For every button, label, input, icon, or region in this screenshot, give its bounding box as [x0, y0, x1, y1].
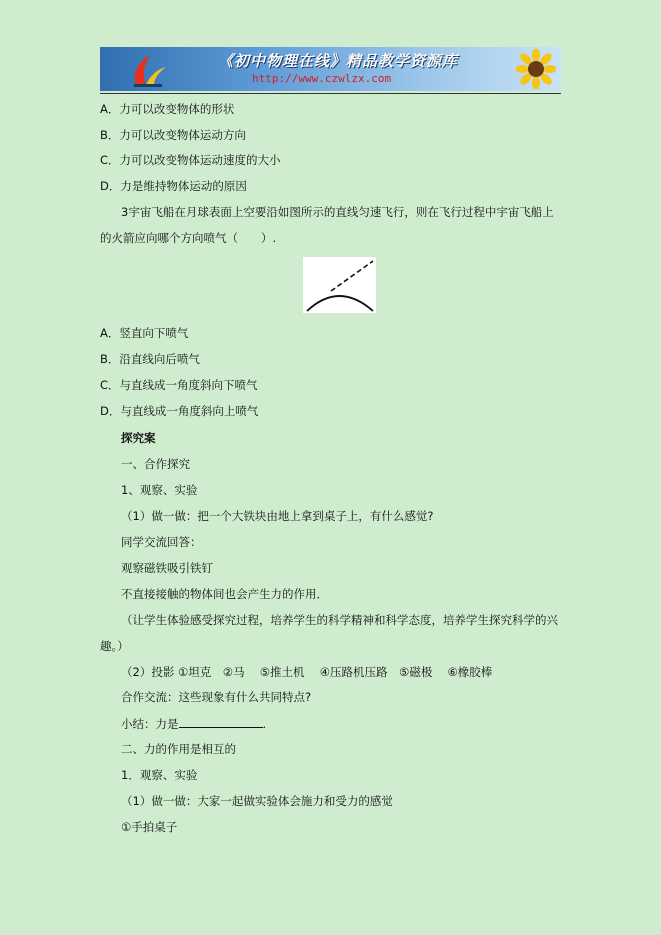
banner-title: 《初中物理在线》精品教学资源库: [218, 52, 459, 70]
q3-option-d: D．与直线成一角度斜向上喷气: [100, 404, 259, 418]
q2-option-b: B．力可以改变物体运动方向: [100, 128, 246, 142]
q3-option-c: C．与直线成一角度斜向下喷气: [100, 378, 258, 392]
item2-title: 1．观察、实验: [121, 768, 198, 782]
summary-fill-in: [121, 716, 266, 731]
activity-1: （1）做一做：把一个大铁块由地上拿到桌子上，有什么感觉?: [121, 509, 434, 523]
q3-option-b: B．沿直线向后喷气: [100, 352, 200, 366]
conclusion-text: 不直接接触的物体间也会产生力的作用．: [121, 587, 328, 601]
summary-suffix: .: [262, 717, 267, 731]
q2-option-c: C．力可以改变物体运动速度的大小: [100, 153, 281, 167]
summary-blank: [179, 716, 263, 728]
teaching-note-line2: 趣。）: [100, 639, 129, 653]
part1-title: 一、合作探究: [121, 457, 190, 471]
teaching-note-line1: （让学生体验感受探究过程，培养学生的科学精神和科学态度，培养学生探究科学的兴: [121, 613, 558, 627]
q2-option-a: A．力可以改变物体的形状: [100, 102, 235, 116]
observation-text: 观察磁铁吸引铁钉: [121, 561, 213, 575]
summary-prefix: 小结：力是: [121, 717, 179, 731]
projection-list: （2）投影 ①坦克 ②马 ⑤推土机 ④压路机压路 ⑤磁极 ⑥橡胶棒: [121, 665, 493, 679]
item1-title: 1、观察、实验: [121, 483, 198, 497]
activity-2: （1）做一做：大家一起做实验体会施力和受力的感觉: [121, 794, 393, 808]
header-banner: [100, 47, 561, 91]
banner-url: http://www.czwlzx.com: [252, 72, 392, 85]
site-logo-icon: [128, 51, 168, 89]
step-1: ①手拍桌子: [121, 820, 178, 834]
q3-stem-line2: 的火箭应向哪个方向喷气（ ）.: [100, 231, 277, 245]
q3-option-a: A．竖直向下喷气: [100, 326, 189, 340]
header-rule: [100, 93, 561, 94]
cooperation-prompt: 合作交流：这些现象有什么共同特点?: [121, 690, 312, 704]
discussion-prompt: 同学交流回答：: [121, 535, 202, 549]
part2-title: 二、力的作用是相互的: [121, 742, 236, 756]
spacecraft-path-figure: [303, 257, 376, 313]
section-heading: 探究案: [121, 431, 156, 445]
sunflower-icon: [516, 49, 556, 89]
q3-stem-line1: 3宇宙飞船在月球表面上空要沿如图所示的直线匀速飞行，则在飞行过程中宇宙飞船上: [121, 205, 554, 219]
q2-option-d: D．力是维持物体运动的原因: [100, 179, 247, 193]
